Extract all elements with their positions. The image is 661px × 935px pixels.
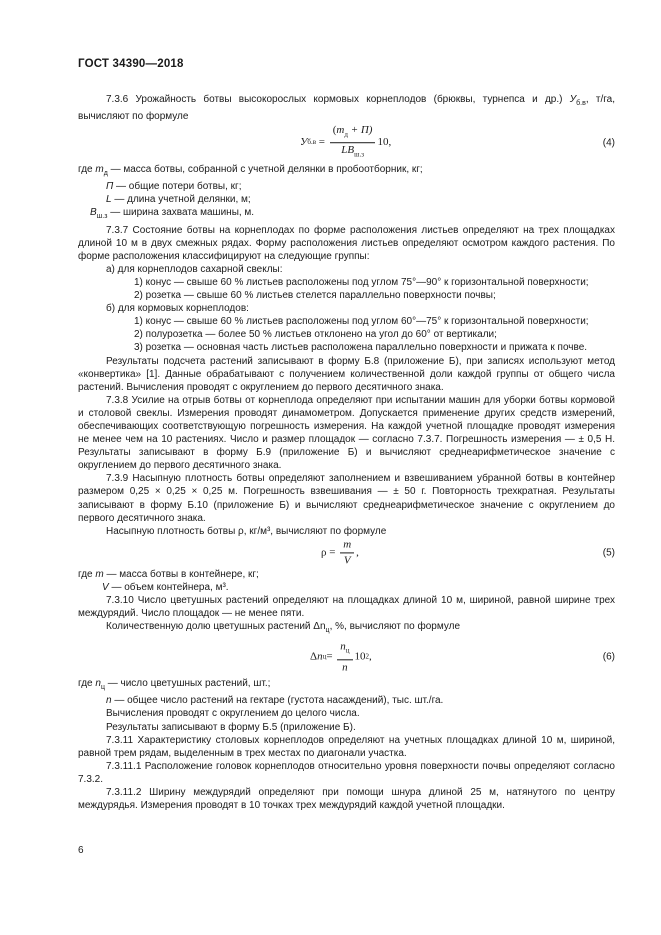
formula-4-number: (4) bbox=[602, 137, 615, 149]
document-header: ГОСТ 34390—2018 bbox=[78, 58, 184, 70]
paragraph-7-3-9-intro: Насыпную плотность ботвы ρ, кг/м³, вычисляют по формуле bbox=[106, 525, 387, 537]
paragraph-7-3-9: 7.3.9 Насыпную плотность ботвы определяют заполнением и взвешиванием убранной ботвы в контейнер размером 0,25 × 0,25 × 0,25 м. Погрешность взвешивания — ± 50 г. Повторность трехкратная. Результаты записывают в форму Б.10 (приложение Б) и вычисляют среднеарифметическое значение с округлением до первого десятичного знака. bbox=[78, 473, 615, 524]
list-item-b1: 1) конус — свыше 60 % листьев расположены под углом 60°—75° к горизонтальной поверхности; bbox=[134, 316, 589, 328]
definition-n: n — общее число растений на гектаре (густота насаждений), тыс. шт./га. bbox=[106, 695, 444, 707]
formula-4: У б.в = $\frac{(m_д + П)}{LB_{ш.з}}$ 10, (4) bbox=[78, 123, 615, 163]
paragraph-7-3-11-1: 7.3.11.1 Расположение головок корнеплодов относительно уровня поверхности почвы определяют согласно 7.3.2. bbox=[78, 760, 615, 785]
definition-l: L — длина учетной делянки, м; bbox=[106, 194, 251, 206]
paragraph-7-3-7: 7.3.7 Состояние ботвы на корнеплодах по форме расположения листьев определяют на трех площадках длиной 10 м в двух смежных рядах. Форму расположения листьев определяют осмотром каждого растения. По форме расположения классифицируют на следующие группы: bbox=[78, 224, 615, 262]
paragraph-7-3-7-results: Результаты подсчета растений записывают в форму Б.8 (приложение Б), при записях используют метод «конвертика» [1]. Данные обрабатывают с получением количественной доли каждой группы от общего числа растений. Вычисления проводят с округлением до первого десятичного знака. bbox=[78, 355, 615, 393]
formula-5-number: (5) bbox=[602, 547, 615, 559]
formula-6-fraction: $\frac{n_ц}{n}$ bbox=[337, 641, 352, 674]
paragraph-7-3-11: 7.3.11 Характеристику столовых корнеплодов определяют на учетных площадках длиной 10 м, шириной, равной трем рядам, выделенным в трех местах по диагонали участка. bbox=[78, 734, 615, 759]
paragraph-rounding: Вычисления проводят с округлением до целого числа. bbox=[106, 708, 360, 720]
definition-m: где m — масса ботвы в контейнере, кг; bbox=[78, 568, 259, 580]
list-item-b3: 3) розетка — основная часть листьев расположена параллельно поверхности и прижата к почве. bbox=[134, 342, 588, 354]
paragraph-7-3-10-intro: Количественную долю цветушных растений $\Delta n_ц$, %, вычисляют по формуле bbox=[106, 621, 461, 635]
definition-p: П — общие потери ботвы, кг; bbox=[106, 181, 242, 193]
page-number: 6 bbox=[78, 845, 84, 856]
list-item-b2: 2) полурозетка — более 50 % листьев отклонено на угол до 60° от вертикали; bbox=[134, 329, 497, 341]
paragraph-7-3-11-2: 7.3.11.2 Ширину междурядий определяют при помощи шнура длиной 25 м, натянутого по центру междурядья. Измерения проводят в 10 точках трех междурядий каждой учетной площадки. bbox=[78, 787, 615, 812]
formula-5-fraction: $\frac{m}{V}$ bbox=[340, 538, 354, 567]
list-item-a2: 2) розетка — свыше 60 % листьев стелется параллельно поверхности почвы; bbox=[134, 290, 496, 302]
list-item-a1: 1) конус — свыше 60 % листьев расположены под углом 75°—90° к горизонтальной поверхности; bbox=[134, 276, 589, 288]
paragraph-7-3-6: 7.3.6 Урожайность ботвы высокорослых кормовых корнеплодов (брюквы, турнепса и др.) $У_{б.в}$, т/га, вычисляют по формуле bbox=[78, 94, 615, 123]
paragraph-7-3-8: 7.3.8 Усилие на отрыв ботвы от корнеплода определяют при испытании машин для уборки ботвы кормовой и столовой свеклы. Измерения проводят динамометром. Допускается применение других средств измерений, обеспечивающих соответствующую погрешность измерения. На каждой учетной площадке проводят измерения не менее чем на 10 растениях. Число и размер площадок — согласно 7.3.7. Погрешность измерения — ± 0,5 Н. Результаты записывают в форму Б.9 (приложение Б) и вычисляют среднеарифметическое значение с округлением до первого десятичного знака. bbox=[78, 394, 615, 472]
paragraph-7-3-10: 7.3.10 Число цветушных растений определяют на площадках длиной 10 м, шириной, равной ширине трех междурядий. Число площадок — не менее пяти. bbox=[78, 595, 615, 620]
document-body bbox=[78, 93, 615, 812]
formula-5: ρ = $\frac{m}{V}$ , (5) bbox=[321, 538, 615, 567]
definition-m-d: где $m_д$ — масса ботвы, собранной с учетной делянки в пробоотборник, кг; bbox=[78, 164, 423, 178]
definition-v: V — объем контейнера, м³. bbox=[102, 581, 229, 593]
list-item-a: а) для корнеплодов сахарной свеклы: bbox=[106, 263, 283, 275]
formula-6-number: (6) bbox=[602, 651, 615, 663]
definition-b: $B_{ш.з}$ — ширина захвата машины, м. bbox=[90, 207, 255, 221]
paragraph-results-b5: Результаты записывают в форму Б.5 (приложение Б). bbox=[106, 721, 356, 733]
formula-6: Δ n ц = $\frac{n_ц}{n}$ 10 2 , (6) bbox=[310, 640, 615, 673]
definition-n-c: где $n_ц$ — число цветушных растений, шт.; bbox=[78, 678, 271, 692]
formula-4-fraction: $\frac{(m_д + П)}{LB_{ш.з}}$ bbox=[330, 124, 376, 162]
list-item-b: б) для кормовых корнеплодов: bbox=[106, 303, 249, 315]
